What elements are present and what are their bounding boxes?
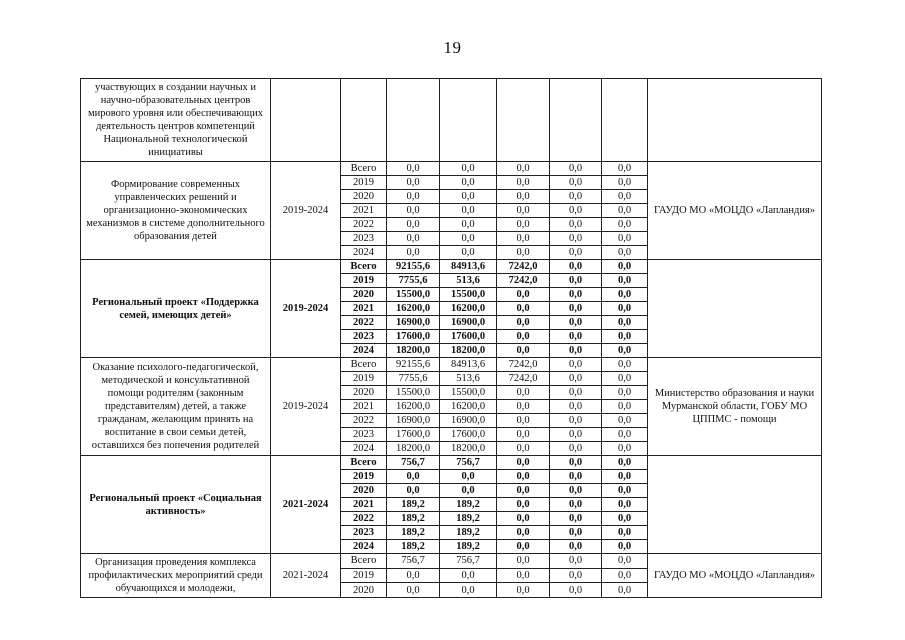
value-cell: 0,0 xyxy=(387,583,440,598)
value-cell: 189,2 xyxy=(440,498,497,512)
value-cell: 15500,0 xyxy=(440,288,497,302)
value-cell: 756,7 xyxy=(387,456,440,470)
value-cell: 0,0 xyxy=(440,470,497,484)
value-cell: 0,0 xyxy=(602,302,648,316)
value-cell: 0,0 xyxy=(550,316,602,330)
executor-cell: ГАУДО МО «МОЦДО «Лапландия» xyxy=(648,162,822,260)
value-cell: 16900,0 xyxy=(387,316,440,330)
task-name-cell: Оказание психолого-педагогической, методической и консультативной помощи родителям (законным представителям) детей, а также гражданам, желающим принять на воспитание в свои семьи детей, оставшихся без попечения родителей xyxy=(81,358,271,456)
value-cell: 0,0 xyxy=(440,190,497,204)
value-cell: 0,0 xyxy=(497,386,550,400)
value-cell: 0,0 xyxy=(497,400,550,414)
value-cell: 7242,0 xyxy=(497,372,550,386)
task-name-cell: Организация проведения комплекса профилактических мероприятий среди обучающихся и молодежи, xyxy=(81,554,271,598)
value-cell: 0,0 xyxy=(602,274,648,288)
year-cell: 2019 xyxy=(341,176,387,190)
year-cell: 2022 xyxy=(341,512,387,526)
value-cell: 0,0 xyxy=(550,386,602,400)
value-cell: 18200,0 xyxy=(387,344,440,358)
value-cell: 0,0 xyxy=(497,414,550,428)
value-cell: 189,2 xyxy=(387,540,440,554)
value-cell: 0,0 xyxy=(602,316,648,330)
value-cell: 0,0 xyxy=(602,442,648,456)
value-cell: 0,0 xyxy=(440,162,497,176)
value-cell: 0,0 xyxy=(550,512,602,526)
value-cell: 0,0 xyxy=(602,456,648,470)
value-cell: 189,2 xyxy=(387,526,440,540)
value-cell: 0,0 xyxy=(497,526,550,540)
year-cell: 2021 xyxy=(341,400,387,414)
value-cell: 0,0 xyxy=(440,176,497,190)
value-cell: 15500,0 xyxy=(440,386,497,400)
task-name-cell: участвующих в создании научных и научно-образовательных центров мирового уровня или обеспечивающих деятельность центров компетенций Национальной технологической инициативы xyxy=(81,79,271,162)
period-cell xyxy=(271,79,341,162)
value-cell: 0,0 xyxy=(602,288,648,302)
value-cell: 17600,0 xyxy=(387,428,440,442)
value-cell: 92155,6 xyxy=(387,260,440,274)
value-cell: 0,0 xyxy=(387,204,440,218)
year-cell: Всего xyxy=(341,456,387,470)
executor-cell: ГАУДО МО «МОЦДО «Лапландия» xyxy=(648,554,822,598)
value-cell xyxy=(602,79,648,162)
value-cell: 0,0 xyxy=(602,358,648,372)
value-cell: 0,0 xyxy=(550,400,602,414)
value-cell: 0,0 xyxy=(387,470,440,484)
value-cell: 0,0 xyxy=(602,330,648,344)
value-cell: 0,0 xyxy=(387,232,440,246)
table-row xyxy=(81,162,822,176)
value-cell: 0,0 xyxy=(497,498,550,512)
value-cell xyxy=(440,79,497,162)
task-name-cell: Формирование современных управленческих решений и организационно-экономических механизмов в системе дополнительного образования детей xyxy=(81,162,271,260)
value-cell: 756,7 xyxy=(387,554,440,569)
value-cell: 0,0 xyxy=(497,456,550,470)
value-cell: 0,0 xyxy=(440,246,497,260)
value-cell: 0,0 xyxy=(602,176,648,190)
value-cell: 0,0 xyxy=(602,554,648,569)
value-cell: 0,0 xyxy=(550,190,602,204)
period-cell: 2019-2024 xyxy=(271,162,341,260)
value-cell: 513,6 xyxy=(440,372,497,386)
value-cell: 0,0 xyxy=(550,260,602,274)
year-cell: 2022 xyxy=(341,316,387,330)
value-cell: 7755,6 xyxy=(387,274,440,288)
value-cell: 0,0 xyxy=(550,176,602,190)
value-cell xyxy=(550,79,602,162)
value-cell: 7242,0 xyxy=(497,260,550,274)
value-cell: 189,2 xyxy=(440,512,497,526)
value-cell: 0,0 xyxy=(497,484,550,498)
value-cell xyxy=(387,79,440,162)
value-cell: 17600,0 xyxy=(387,330,440,344)
period-cell: 2021-2024 xyxy=(271,554,341,598)
value-cell: 0,0 xyxy=(440,484,497,498)
value-cell: 0,0 xyxy=(497,288,550,302)
year-cell: 2019 xyxy=(341,568,387,583)
value-cell: 189,2 xyxy=(387,498,440,512)
value-cell: 18200,0 xyxy=(440,442,497,456)
value-cell: 0,0 xyxy=(497,232,550,246)
value-cell: 0,0 xyxy=(440,218,497,232)
value-cell: 0,0 xyxy=(602,386,648,400)
value-cell: 0,0 xyxy=(550,470,602,484)
year-cell: 2024 xyxy=(341,540,387,554)
value-cell: 0,0 xyxy=(550,218,602,232)
value-cell: 0,0 xyxy=(497,512,550,526)
value-cell xyxy=(497,79,550,162)
executor-cell xyxy=(648,79,822,162)
value-cell: 16900,0 xyxy=(440,414,497,428)
value-cell: 0,0 xyxy=(550,274,602,288)
value-cell: 0,0 xyxy=(550,442,602,456)
value-cell: 15500,0 xyxy=(387,288,440,302)
value-cell: 0,0 xyxy=(602,344,648,358)
executor-cell: Министерство образования и науки Мурманской области, ГОБУ МО ЦППМС - помощи xyxy=(648,358,822,456)
value-cell: 189,2 xyxy=(387,512,440,526)
value-cell: 0,0 xyxy=(550,372,602,386)
value-cell: 0,0 xyxy=(602,218,648,232)
value-cell: 0,0 xyxy=(497,330,550,344)
year-cell: Всего xyxy=(341,358,387,372)
table-row xyxy=(81,79,822,162)
year-cell: Всего xyxy=(341,162,387,176)
value-cell: 0,0 xyxy=(497,554,550,569)
value-cell: 0,0 xyxy=(497,162,550,176)
value-cell: 0,0 xyxy=(550,583,602,598)
value-cell: 0,0 xyxy=(550,540,602,554)
year-cell: 2019 xyxy=(341,372,387,386)
value-cell: 18200,0 xyxy=(440,344,497,358)
value-cell: 0,0 xyxy=(497,204,550,218)
year-cell: 2022 xyxy=(341,218,387,232)
value-cell: 0,0 xyxy=(497,218,550,232)
value-cell: 756,7 xyxy=(440,554,497,569)
value-cell: 0,0 xyxy=(440,583,497,598)
value-cell: 0,0 xyxy=(602,204,648,218)
value-cell: 0,0 xyxy=(550,288,602,302)
value-cell: 0,0 xyxy=(550,358,602,372)
year-cell: 2021 xyxy=(341,302,387,316)
value-cell: 0,0 xyxy=(550,344,602,358)
value-cell: 0,0 xyxy=(550,568,602,583)
budget-table xyxy=(80,78,822,598)
value-cell: 0,0 xyxy=(387,568,440,583)
year-cell: 2020 xyxy=(341,583,387,598)
value-cell: 0,0 xyxy=(602,484,648,498)
value-cell: 0,0 xyxy=(602,232,648,246)
period-cell: 2019-2024 xyxy=(271,358,341,456)
table-row xyxy=(81,358,822,372)
value-cell: 0,0 xyxy=(602,372,648,386)
value-cell: 0,0 xyxy=(550,246,602,260)
value-cell: 18200,0 xyxy=(387,442,440,456)
value-cell: 7242,0 xyxy=(497,358,550,372)
year-cell: 2020 xyxy=(341,386,387,400)
year-cell: 2020 xyxy=(341,288,387,302)
value-cell: 0,0 xyxy=(602,260,648,274)
value-cell: 0,0 xyxy=(602,540,648,554)
value-cell: 0,0 xyxy=(387,218,440,232)
executor-cell xyxy=(648,456,822,554)
value-cell: 0,0 xyxy=(550,456,602,470)
period-cell: 2019-2024 xyxy=(271,260,341,358)
value-cell: 0,0 xyxy=(497,344,550,358)
value-cell: 0,0 xyxy=(550,526,602,540)
value-cell: 16200,0 xyxy=(387,302,440,316)
value-cell: 0,0 xyxy=(602,512,648,526)
year-cell: 2021 xyxy=(341,204,387,218)
year-cell: 2024 xyxy=(341,344,387,358)
value-cell: 0,0 xyxy=(497,568,550,583)
value-cell: 0,0 xyxy=(497,176,550,190)
value-cell: 0,0 xyxy=(602,190,648,204)
value-cell: 0,0 xyxy=(602,498,648,512)
value-cell: 84913,6 xyxy=(440,260,497,274)
value-cell: 17600,0 xyxy=(440,428,497,442)
value-cell: 0,0 xyxy=(497,583,550,598)
period-cell: 2021-2024 xyxy=(271,456,341,554)
value-cell: 0,0 xyxy=(602,414,648,428)
value-cell: 0,0 xyxy=(497,470,550,484)
value-cell: 0,0 xyxy=(550,204,602,218)
year-cell: Всего xyxy=(341,554,387,569)
year-cell: 2023 xyxy=(341,526,387,540)
value-cell: 16200,0 xyxy=(440,302,497,316)
value-cell: 0,0 xyxy=(550,414,602,428)
year-cell: 2020 xyxy=(341,190,387,204)
value-cell: 0,0 xyxy=(497,428,550,442)
task-name-cell: Региональный проект «Поддержка семей, имеющих детей» xyxy=(81,260,271,358)
table-row xyxy=(81,456,822,470)
year-cell: 2023 xyxy=(341,330,387,344)
value-cell: 92155,6 xyxy=(387,358,440,372)
year-cell: 2020 xyxy=(341,484,387,498)
value-cell: 0,0 xyxy=(550,232,602,246)
value-cell: 0,0 xyxy=(387,484,440,498)
value-cell: 0,0 xyxy=(550,554,602,569)
value-cell: 0,0 xyxy=(497,302,550,316)
value-cell: 0,0 xyxy=(497,442,550,456)
value-cell: 16200,0 xyxy=(440,400,497,414)
value-cell: 513,6 xyxy=(440,274,497,288)
year-cell xyxy=(341,79,387,162)
value-cell: 0,0 xyxy=(387,190,440,204)
value-cell: 0,0 xyxy=(602,526,648,540)
year-cell: 2024 xyxy=(341,442,387,456)
table-row xyxy=(81,554,822,569)
value-cell: 0,0 xyxy=(602,568,648,583)
value-cell: 0,0 xyxy=(387,162,440,176)
value-cell: 15500,0 xyxy=(387,386,440,400)
value-cell: 0,0 xyxy=(440,232,497,246)
value-cell: 0,0 xyxy=(602,246,648,260)
value-cell: 0,0 xyxy=(602,428,648,442)
executor-cell xyxy=(648,260,822,358)
year-cell: 2019 xyxy=(341,470,387,484)
value-cell: 0,0 xyxy=(550,162,602,176)
value-cell: 0,0 xyxy=(497,540,550,554)
table-row xyxy=(81,260,822,274)
year-cell: 2022 xyxy=(341,414,387,428)
year-cell: 2021 xyxy=(341,498,387,512)
value-cell: 16900,0 xyxy=(440,316,497,330)
value-cell: 189,2 xyxy=(440,526,497,540)
value-cell: 0,0 xyxy=(602,470,648,484)
value-cell: 0,0 xyxy=(550,428,602,442)
value-cell: 16200,0 xyxy=(387,400,440,414)
task-name-cell: Региональный проект «Социальная активность» xyxy=(81,456,271,554)
year-cell: 2023 xyxy=(341,428,387,442)
value-cell: 0,0 xyxy=(602,583,648,598)
year-cell: 2023 xyxy=(341,232,387,246)
value-cell: 0,0 xyxy=(497,246,550,260)
value-cell: 0,0 xyxy=(440,204,497,218)
page-number: 19 xyxy=(443,38,462,57)
value-cell: 0,0 xyxy=(602,400,648,414)
value-cell: 0,0 xyxy=(550,302,602,316)
value-cell: 0,0 xyxy=(550,498,602,512)
value-cell: 17600,0 xyxy=(440,330,497,344)
value-cell: 0,0 xyxy=(602,162,648,176)
value-cell: 7755,6 xyxy=(387,372,440,386)
value-cell: 84913,6 xyxy=(440,358,497,372)
value-cell: 0,0 xyxy=(387,176,440,190)
year-cell: 2024 xyxy=(341,246,387,260)
year-cell: 2019 xyxy=(341,274,387,288)
value-cell: 189,2 xyxy=(440,540,497,554)
value-cell: 0,0 xyxy=(387,246,440,260)
value-cell: 0,0 xyxy=(440,568,497,583)
value-cell: 0,0 xyxy=(550,484,602,498)
value-cell: 0,0 xyxy=(497,316,550,330)
value-cell: 7242,0 xyxy=(497,274,550,288)
value-cell: 0,0 xyxy=(497,190,550,204)
value-cell: 0,0 xyxy=(550,330,602,344)
year-cell: Всего xyxy=(341,260,387,274)
value-cell: 16900,0 xyxy=(387,414,440,428)
value-cell: 756,7 xyxy=(440,456,497,470)
